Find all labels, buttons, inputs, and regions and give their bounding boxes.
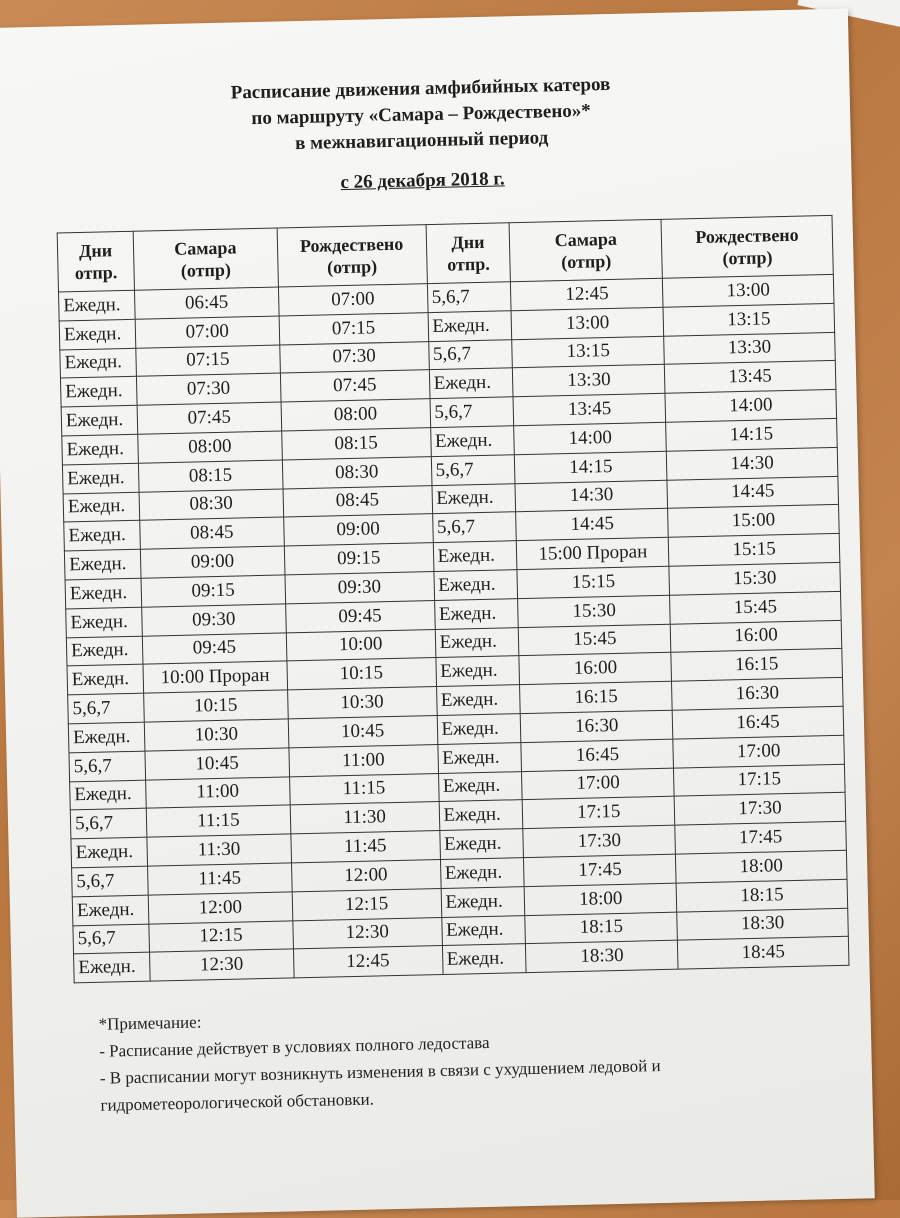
days-cell: 5,6,7 [432, 512, 517, 543]
samara-time-cell: 17:30 [523, 825, 675, 857]
samara-time-cell: 07:45 [137, 402, 281, 434]
days-cell: 5,6,7 [431, 454, 516, 485]
rozhdestveno-time-cell: 18:00 [676, 850, 847, 883]
days-cell: Ежедн. [70, 780, 147, 811]
days-cell: Ежедн. [60, 348, 137, 379]
samara-time-cell: 14:15 [515, 451, 667, 483]
days-cell: Ежедн. [436, 685, 521, 716]
rozhdestveno-time-cell: 10:00 [286, 629, 435, 661]
samara-time-cell: 11:30 [147, 834, 291, 866]
days-cell: Ежедн. [441, 915, 526, 946]
samara-time-cell: 14:00 [514, 422, 666, 454]
days-cell: Ежедн. [63, 492, 140, 523]
samara-time-cell: 08:00 [138, 431, 282, 463]
rozhdestveno-time-cell: 12:45 [293, 946, 442, 978]
samara-time-cell: 08:15 [138, 460, 282, 492]
header-samara-1: Самара (отпр) [133, 228, 278, 290]
rozhdestveno-time-cell: 11:30 [290, 802, 439, 834]
rozhdestveno-time-cell: 09:30 [285, 572, 434, 604]
rozhdestveno-time-cell: 13:30 [664, 332, 835, 365]
samara-time-cell: 09:30 [142, 604, 286, 636]
samara-time-cell: 09:45 [142, 633, 286, 665]
days-cell: Ежедн. [435, 627, 520, 658]
notes-block [98, 998, 661, 1119]
days-cell: Ежедн. [67, 665, 144, 696]
samara-time-cell: 10:30 [144, 719, 288, 751]
samara-time-cell: 12:45 [511, 278, 663, 310]
document-title [0, 67, 851, 164]
rozhdestveno-time-cell: 18:45 [678, 937, 849, 970]
samara-time-cell: 16:00 [519, 653, 671, 685]
rozhdestveno-time-cell: 10:30 [287, 687, 436, 719]
rozhdestveno-time-cell: 07:45 [280, 370, 429, 402]
samara-time-cell: 15:00 Проран [517, 537, 669, 569]
days-cell: Ежедн. [430, 426, 515, 457]
days-cell: Ежедн. [66, 636, 143, 667]
days-cell: 5,6,7 [427, 282, 512, 313]
title-line-1: Расписание движения амфибийных катеров [230, 73, 611, 104]
samara-time-cell: 18:15 [525, 912, 677, 944]
samara-time-cell: 07:15 [136, 345, 280, 377]
rozhdestveno-time-cell: 14:00 [665, 390, 836, 423]
rozhdestveno-time-cell: 12:15 [292, 888, 441, 920]
rozhdestveno-time-cell: 08:30 [282, 456, 431, 488]
rozhdestveno-time-cell: 12:30 [293, 917, 442, 949]
samara-time-cell: 11:15 [146, 805, 290, 837]
days-cell: Ежедн. [437, 742, 522, 773]
rozhdestveno-time-cell: 16:30 [672, 677, 843, 710]
days-cell: Ежедн. [72, 895, 149, 926]
samara-time-cell: 17:00 [522, 768, 674, 800]
rozhdestveno-time-cell: 18:15 [676, 879, 847, 912]
samara-time-cell: 10:45 [145, 748, 289, 780]
samara-time-cell: 10:15 [144, 690, 288, 722]
days-cell: Ежедн. [441, 886, 526, 917]
header-rozhdestveno-1: Рождествено (отпр) [277, 225, 427, 287]
schedule-body [59, 274, 849, 983]
samara-time-cell: 17:45 [524, 854, 676, 886]
rozhdestveno-time-cell: 15:45 [670, 591, 841, 624]
rozhdestveno-time-cell: 17:30 [674, 793, 845, 826]
samara-time-cell: 08:45 [140, 517, 284, 549]
days-cell: Ежедн. [434, 598, 519, 629]
days-cell: Ежедн. [432, 483, 517, 514]
schedule-sheet [0, 9, 875, 1218]
rozhdestveno-time-cell: 15:30 [669, 562, 840, 595]
days-cell: Ежедн. [439, 829, 524, 860]
days-cell: Ежедн. [438, 771, 523, 802]
days-cell: Ежедн. [71, 837, 148, 868]
samara-time-cell: 13:00 [511, 307, 663, 339]
days-cell: Ежедн. [62, 463, 139, 494]
samara-time-cell: 13:45 [513, 393, 665, 425]
samara-time-cell: 15:30 [518, 595, 670, 627]
samara-time-cell: 10:00 Проран [143, 661, 287, 693]
days-cell: Ежедн. [429, 368, 514, 399]
samara-time-cell: 15:15 [517, 566, 669, 598]
days-cell: 5,6,7 [69, 751, 146, 782]
samara-time-cell: 08:30 [139, 489, 283, 521]
samara-time-cell: 15:45 [519, 624, 671, 656]
days-cell: Ежедн. [60, 377, 137, 408]
rozhdestveno-time-cell: 08:45 [283, 485, 432, 517]
samara-time-cell: 09:00 [140, 546, 284, 578]
title-line-2: по маршруту «Самара – Рождествено»* [251, 100, 592, 130]
samara-time-cell: 07:00 [135, 316, 279, 348]
days-cell: Ежедн. [65, 578, 142, 609]
rozhdestveno-time-cell: 08:00 [281, 399, 430, 431]
samara-time-cell: 14:30 [515, 480, 667, 512]
header-days-1: Дни отпр. [57, 231, 134, 292]
samara-time-cell: 12:30 [149, 949, 293, 981]
rozhdestveno-time-cell: 07:00 [278, 284, 427, 316]
rozhdestveno-time-cell: 14:15 [666, 418, 837, 451]
days-cell: Ежедн. [59, 290, 136, 321]
schedule-table [57, 215, 850, 984]
samara-time-cell: 11:45 [148, 863, 292, 895]
header-days-2: Дни отпр. [426, 223, 511, 284]
samara-time-cell: 12:00 [148, 892, 292, 924]
samara-time-cell: 14:45 [516, 509, 668, 541]
days-cell: Ежедн. [433, 541, 518, 572]
rozhdestveno-time-cell: 11:45 [291, 831, 440, 863]
rozhdestveno-time-cell: 13:45 [664, 361, 835, 394]
days-cell: Ежедн. [74, 952, 151, 983]
rozhdestveno-time-cell: 11:00 [289, 744, 438, 776]
days-cell: Ежедн. [433, 570, 518, 601]
rozhdestveno-time-cell: 16:15 [671, 649, 842, 682]
days-cell: Ежедн. [68, 722, 145, 753]
note-line-1: - Расписание действует в условиях полного ледостава [99, 1032, 490, 1061]
rozhdestveno-time-cell: 16:45 [672, 706, 843, 739]
note-line-2: - В расписании могут возникнуть изменения в связи с ухудшением ледовой и [99, 1056, 661, 1088]
days-cell: Ежедн. [428, 311, 513, 342]
days-cell: Ежедн. [435, 656, 520, 687]
days-cell: Ежедн. [64, 521, 141, 552]
samara-time-cell: 07:30 [136, 373, 280, 405]
rozhdestveno-time-cell: 13:15 [663, 303, 834, 336]
rozhdestveno-time-cell: 09:45 [285, 600, 434, 632]
samara-time-cell: 16:45 [521, 739, 673, 771]
days-cell: 5,6,7 [70, 809, 147, 840]
rozhdestveno-time-cell: 10:45 [288, 715, 437, 747]
note-line-3: гидрометеорологической обстановки. [100, 1089, 375, 1115]
days-cell: Ежедн. [439, 800, 524, 831]
rozhdestveno-time-cell: 15:15 [668, 534, 839, 567]
days-cell: Ежедн. [442, 944, 527, 975]
header-samara-2: Самара (отпр) [510, 219, 663, 281]
samara-time-cell: 13:30 [513, 365, 665, 397]
rozhdestveno-time-cell: 14:45 [667, 476, 838, 509]
rozhdestveno-time-cell: 09:15 [284, 543, 433, 575]
rozhdestveno-time-cell: 17:45 [675, 821, 846, 854]
effective-date-text: с 26 декабря 2018 г. [340, 168, 505, 194]
rozhdestveno-time-cell: 09:00 [283, 514, 432, 546]
days-cell: Ежедн. [440, 858, 525, 889]
title-line-3: в межнавигационный период [294, 127, 549, 155]
days-cell: 5,6,7 [72, 866, 149, 897]
samara-time-cell: 16:30 [521, 710, 673, 742]
days-cell: Ежедн. [59, 319, 136, 350]
samara-time-cell: 06:45 [134, 287, 278, 319]
rozhdestveno-time-cell: 07:15 [279, 312, 428, 344]
rozhdestveno-time-cell: 11:15 [289, 773, 438, 805]
samara-time-cell: 17:15 [523, 797, 675, 829]
samara-time-cell: 16:15 [520, 681, 672, 713]
days-cell: 5,6,7 [73, 924, 150, 955]
days-cell: Ежедн. [62, 434, 139, 465]
rozhdestveno-time-cell: 15:00 [668, 505, 839, 538]
rozhdestveno-time-cell: 13:00 [663, 274, 834, 307]
effective-date [0, 160, 852, 201]
days-cell: Ежедн. [66, 607, 143, 638]
rozhdestveno-time-cell: 17:15 [674, 764, 845, 797]
rozhdestveno-time-cell: 18:30 [677, 908, 848, 941]
header-rozhdestveno-2: Рождествено (отпр) [661, 215, 833, 278]
rozhdestveno-time-cell: 14:30 [666, 447, 837, 480]
days-cell: 5,6,7 [430, 397, 515, 428]
samara-time-cell: 18:30 [526, 940, 678, 972]
rozhdestveno-time-cell: 12:00 [291, 859, 440, 891]
days-cell: 5,6,7 [68, 693, 145, 724]
samara-time-cell: 18:00 [525, 883, 677, 915]
days-cell: 5,6,7 [428, 339, 513, 370]
rozhdestveno-time-cell: 08:15 [281, 428, 430, 460]
notes-heading: *Примечание: [98, 1012, 202, 1034]
samara-time-cell: 12:15 [149, 920, 293, 952]
rozhdestveno-time-cell: 10:15 [287, 658, 436, 690]
samara-time-cell: 13:15 [512, 336, 664, 368]
samara-time-cell: 11:00 [146, 776, 290, 808]
samara-time-cell: 09:15 [141, 575, 285, 607]
days-cell: Ежедн. [61, 405, 138, 436]
days-cell: Ежедн. [64, 549, 141, 580]
rozhdestveno-time-cell: 17:00 [673, 735, 844, 768]
days-cell: Ежедн. [437, 714, 522, 745]
rozhdestveno-time-cell: 07:30 [279, 341, 428, 373]
rozhdestveno-time-cell: 16:00 [670, 620, 841, 653]
